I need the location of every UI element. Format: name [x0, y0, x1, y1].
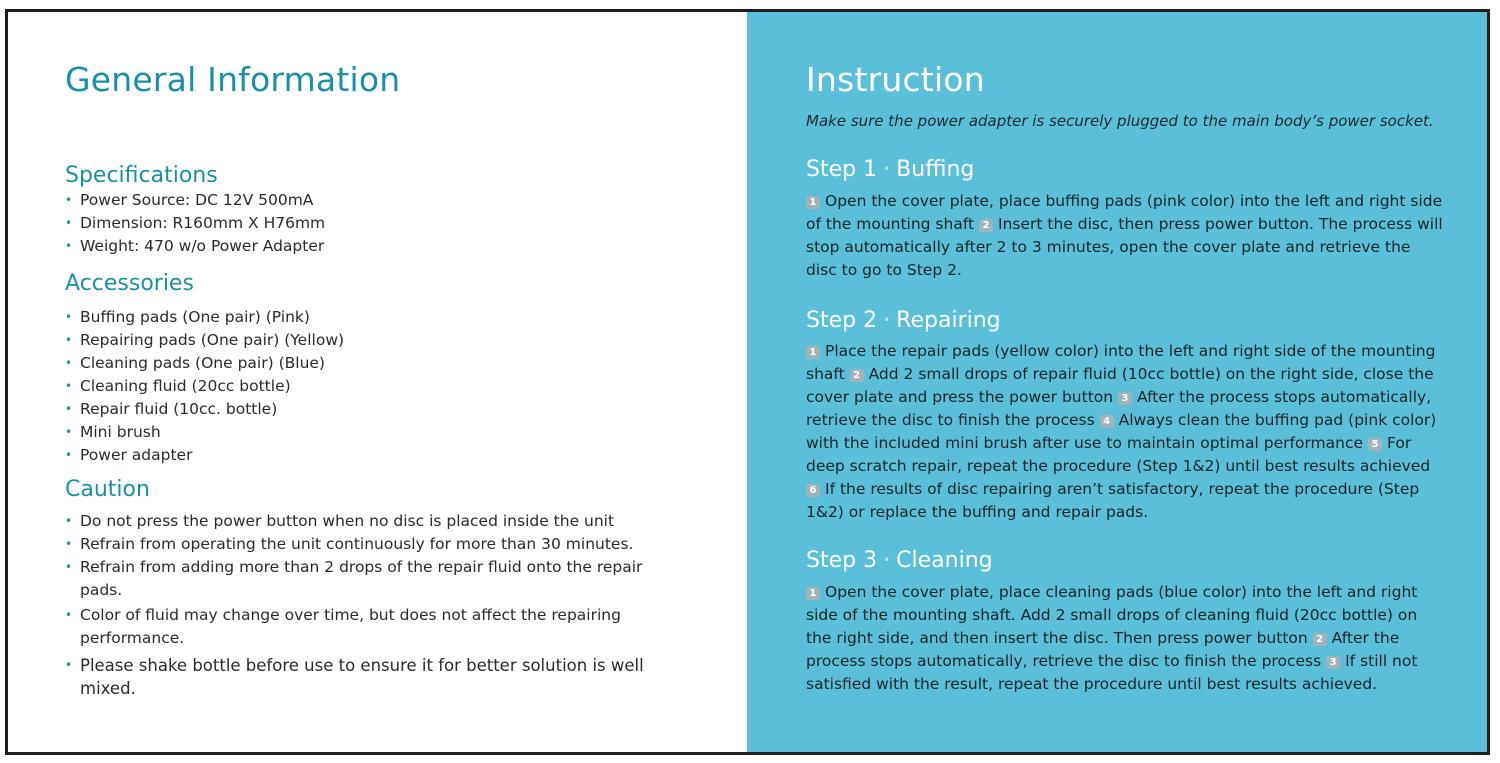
step-2-text — [806, 340, 1446, 524]
list-item: • Mini brush — [65, 421, 665, 444]
step-3-text — [806, 581, 1446, 696]
step-part-text: After the process stops automatically, retrieve the disc to finish the process — [806, 388, 1432, 429]
step-number-badge: 1 — [806, 346, 820, 359]
step-part-text: After the process stops automatically, retrieve the disc to finish the process — [806, 629, 1400, 670]
step-number-badge: 1 — [806, 196, 820, 209]
step-number-badge: 3 — [1118, 392, 1132, 405]
specifications-list — [65, 189, 665, 258]
step-part-text: If still not satisfied with the result, repeat the procedure until best results achieved. — [806, 652, 1418, 693]
step-number-badge: 2 — [850, 369, 864, 382]
list-item: • Weight: 470 w/o Power Adapter — [65, 235, 665, 258]
list-item: • Power Source: DC 12V 500mA — [65, 189, 665, 212]
step-part-text: For deep scratch repair, repeat the procedure (Step 1&2) until best results achieved — [806, 434, 1431, 475]
manual-page — [5, 9, 1490, 755]
general-information-panel — [8, 12, 747, 752]
list-item: • Refrain from adding more than 2 drops of the repair fluid onto the repair pads. — [65, 556, 650, 602]
list-item: • Do not press the power button when no disc is placed inside the unit — [65, 510, 650, 533]
step-part-text: Place the repair pads (yellow color) into the left and right side of the mounting shaft — [806, 342, 1436, 383]
list-item: • Refrain from operating the unit continuously for more than 30 minutes. — [65, 533, 650, 556]
step-number-badge: 3 — [1326, 656, 1340, 669]
step-part-text: If the results of disc repairing aren’t satisfactory, repeat the procedure (Step 1&2) or replace the buffing and repair pads. — [806, 480, 1420, 521]
step-1-text — [806, 190, 1446, 282]
list-item: • Dimension: R160mm X H76mm — [65, 212, 665, 235]
instruction-intro: Make sure the power adapter is securely plugged to the main body’s power socket. — [806, 112, 1434, 130]
list-item: • Power adapter — [65, 444, 665, 467]
step-1-heading: Step 1 • Buffing — [806, 157, 975, 182]
step-number-badge: 4 — [1100, 415, 1114, 428]
step-number-badge: 2 — [1313, 633, 1327, 646]
instruction-panel — [747, 12, 1487, 752]
step-part-text: Add 2 small drops of repair fluid (10cc bottle) on the right side, close the cover plate and press the power button — [806, 365, 1434, 406]
step-part-text: Open the cover plate, place cleaning pads (blue color) into the left and right side of the mounting shaft. Add 2 small drops of cleaning fluid (20cc bottle) on the right side, and then insert the disc. Then press power button — [806, 583, 1418, 647]
step-number-badge: 1 — [806, 587, 820, 600]
step-part-text: Insert the disc, then press power button. The process will stop automatically after 2 to 3 minutes, open the cover plate and retrieve the disc to go to Step 2. — [806, 215, 1443, 279]
step-part-text: Open the cover plate, place buffing pads (pink color) into the left and right side of the mounting shaft — [806, 192, 1443, 233]
list-item: • Cleaning fluid (20cc bottle) — [65, 375, 665, 398]
specifications-heading: Specifications — [65, 163, 218, 188]
step-number-badge: 5 — [1368, 438, 1382, 451]
general-information-title: General Information — [65, 60, 401, 99]
caution-list — [65, 510, 650, 700]
step-number-badge: 6 — [806, 484, 820, 497]
list-item: • Repairing pads (One pair) (Yellow) — [65, 329, 665, 352]
caution-heading: Caution — [65, 477, 150, 502]
step-2-heading: Step 2 • Repairing — [806, 308, 1001, 333]
list-item: • Color of fluid may change over time, but does not affect the repairing performance. — [65, 604, 650, 650]
list-item: • Buffing pads (One pair) (Pink) — [65, 306, 665, 329]
step-number-badge: 2 — [979, 219, 993, 232]
list-item: • Repair fluid (10cc. bottle) — [65, 398, 665, 421]
instruction-title: Instruction — [806, 60, 985, 99]
step-3-heading: Step 3 • Cleaning — [806, 548, 993, 573]
list-item: • Please shake bottle before use to ensure it for better solution is well mixed. — [65, 654, 650, 700]
accessories-list — [65, 306, 665, 467]
step-part-text: Always clean the buffing pad (pink color) with the included mini brush after use to maintain optimal performance — [806, 411, 1437, 452]
list-item: • Cleaning pads (One pair) (Blue) — [65, 352, 665, 375]
accessories-heading: Accessories — [65, 271, 194, 296]
